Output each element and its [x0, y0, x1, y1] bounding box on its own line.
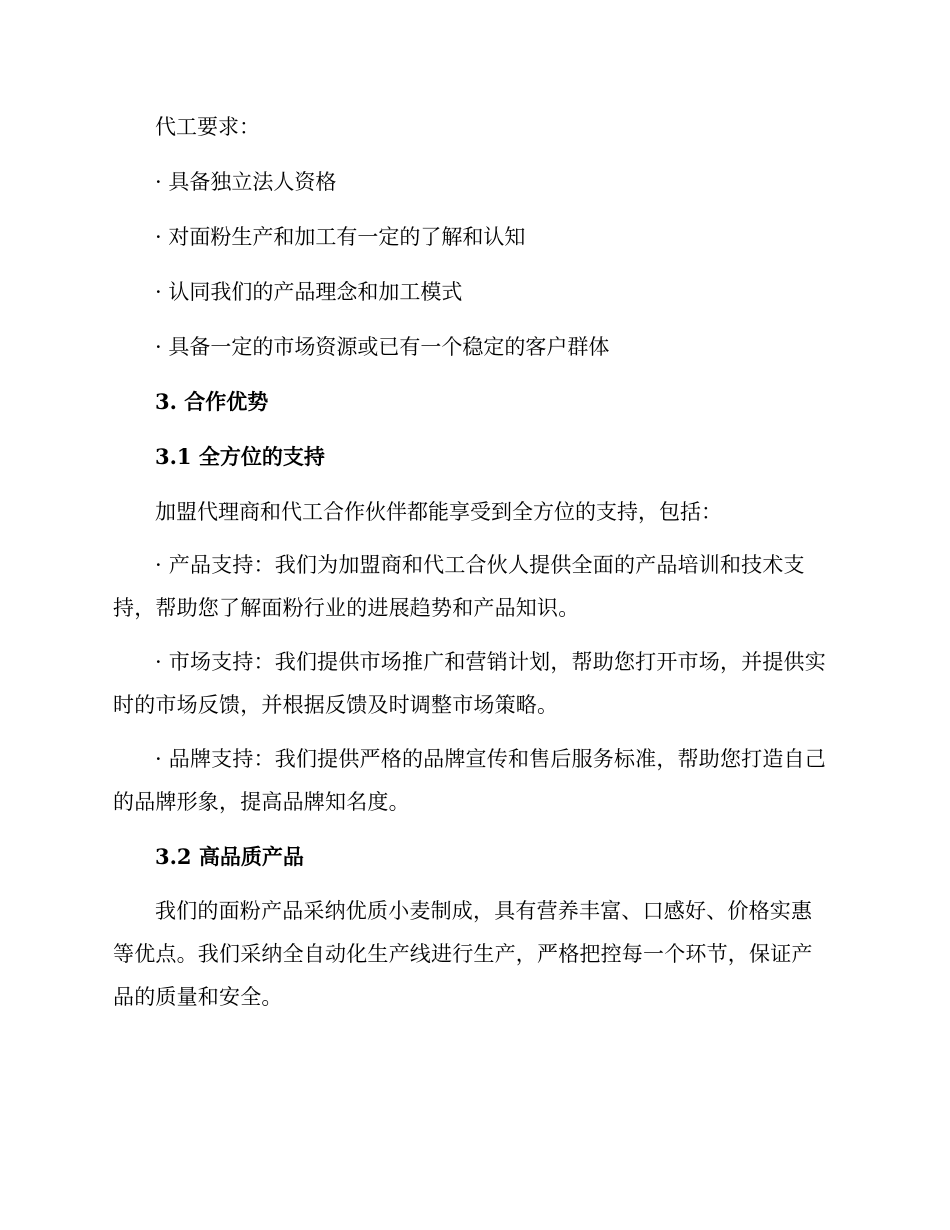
support-item-brand: · 品牌支持：我们提供严格的品牌宣传和售后服务标准，帮助您打造自己的品牌形象，提高品牌知名度。: [113, 747, 826, 814]
requirement-item: · 认同我们的产品理念和加工模式: [155, 280, 463, 304]
paragraph: 加盟代理商和代工合作伙伴都能享受到全方位的支持，包括：: [155, 500, 722, 524]
requirements-title: 代工要求：: [155, 115, 260, 139]
paragraph: 我们的面粉产品采纳优质小麦制成，具有营养丰富、口感好、价格实惠等优点。我们采纳全自动化生产线进行生产，严格把控每一个环节，保证产品的质量和安全。: [113, 899, 813, 1009]
requirement-item: · 具备独立法人资格: [155, 170, 337, 194]
support-item-product: · 产品支持：我们为加盟商和代工合伙人提供全面的产品培训和技术支持，帮助您了解面粉行业的进展趋势和产品知识。: [113, 553, 805, 620]
subsection-heading: 3.2 高品质产品: [155, 844, 304, 869]
support-item-market: · 市场支持：我们提供市场推广和营销计划，帮助您打开市场，并提供实时的市场反馈，并根据反馈及时调整市场策略。: [113, 650, 826, 717]
subsection-heading: 3.1 全方位的支持: [155, 444, 325, 469]
section-heading: 3. 合作优势: [155, 389, 269, 414]
requirement-item: · 对面粉生产和加工有一定的了解和认知: [155, 225, 526, 249]
requirement-item: · 具备一定的市场资源或已有一个稳定的客户群体: [155, 335, 610, 359]
